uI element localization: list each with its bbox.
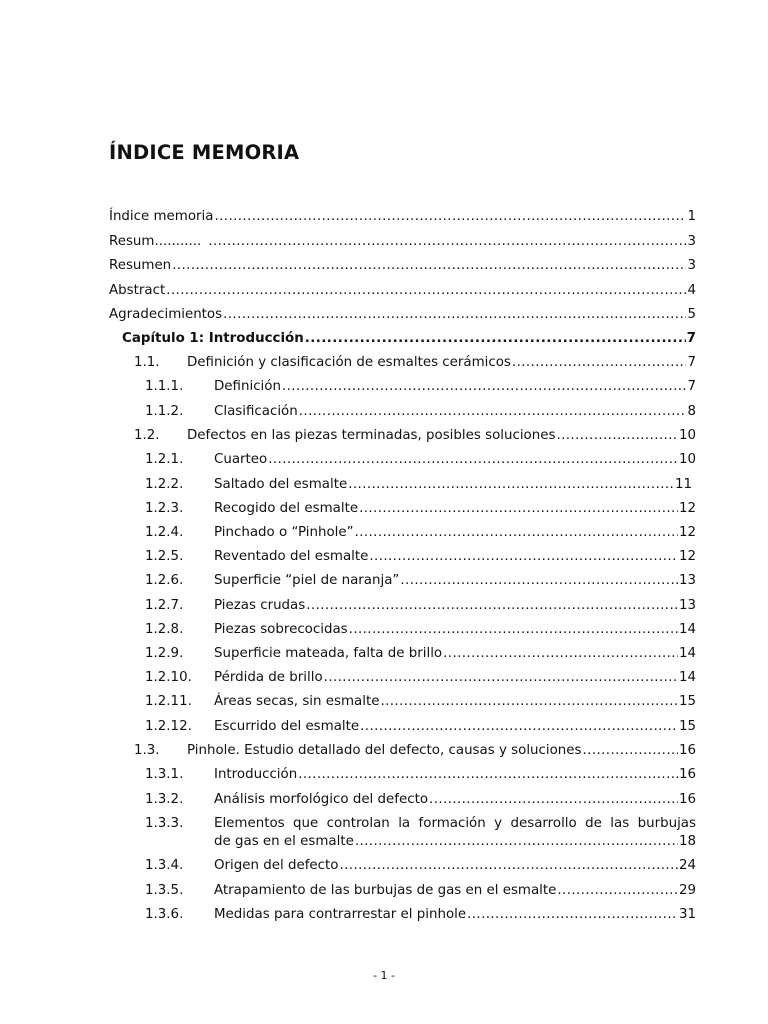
toc-entry-page: 29	[678, 883, 696, 898]
toc-leader-dots	[583, 743, 678, 759]
toc-entry-number: 1.3.6.	[145, 907, 184, 922]
toc-entry-label: Resumen	[109, 258, 172, 273]
toc-entry-label: Pérdida de brillo	[214, 670, 323, 685]
toc-subsection-entry[interactable]	[145, 525, 696, 541]
toc-entry-label: Pinhole. Estudio detallado del defecto, causas y soluciones	[187, 743, 582, 758]
toc-entry-number: 1.2.3.	[145, 501, 184, 516]
toc-entry-label: Saltado del esmalte	[214, 477, 348, 492]
toc-entry-number: 1.2.7.	[145, 598, 184, 613]
toc-entry-page: 12	[678, 525, 696, 540]
toc-subsection-entry[interactable]	[145, 694, 696, 710]
toc-entry-page: 31	[678, 907, 696, 922]
toc-subsection-entry[interactable]	[145, 858, 696, 874]
toc-subsection-entry[interactable]	[145, 452, 696, 468]
toc-entry-label: Resum...........	[109, 234, 202, 249]
toc-entry-page: 11	[674, 477, 692, 492]
toc-leader-dots	[443, 646, 678, 662]
toc-entry-page: 14	[678, 622, 696, 637]
toc-entry-number: 1.2.8.	[145, 622, 184, 637]
toc-leader-dots	[355, 834, 678, 850]
toc-section-entry[interactable]	[134, 428, 696, 444]
toc-entry-label-continued: de gas en el esmalte	[214, 834, 354, 849]
toc-entry-label: Elementos que controlan la formación y desarrollo de las burbujas	[214, 816, 696, 831]
toc-leader-dots	[380, 694, 678, 710]
toc-entry-number: 1.3.4.	[145, 858, 184, 873]
toc-leader-dots	[557, 883, 678, 899]
toc-subsection-entry[interactable]	[145, 573, 696, 589]
toc-leader-dots	[360, 719, 678, 735]
toc-entry-page: 3	[687, 258, 696, 273]
toc-entry-number: 1.1.	[134, 355, 160, 370]
toc-entry-label: Áreas secas, sin esmalte	[214, 694, 380, 709]
toc-entry-page: 14	[678, 646, 696, 661]
toc-entry-label: Defectos en las piezas terminadas, posibles soluciones	[187, 428, 556, 443]
toc-leader-dots	[299, 404, 687, 420]
toc-entry-number: 1.2.4.	[145, 525, 184, 540]
toc-entry-number: 1.2.5.	[145, 549, 184, 564]
toc-entry-page: 7	[687, 355, 696, 370]
toc-leader-dots	[208, 234, 686, 250]
toc-entry-first-line	[145, 816, 696, 832]
toc-entry-number: 1.1.1.	[145, 379, 184, 394]
toc-entry-page: 12	[678, 549, 696, 564]
toc-entry-page: 16	[678, 792, 696, 807]
toc-entry-label: Origen del defecto	[214, 858, 339, 873]
toc-entry[interactable]	[109, 283, 696, 299]
toc-entry[interactable]	[109, 209, 696, 225]
toc-entry-label: Definición y clasificación de esmaltes cerámicos	[187, 355, 511, 370]
toc-section-entry[interactable]	[134, 743, 696, 759]
toc-entry-page: 3	[687, 234, 696, 249]
toc-entry[interactable]	[109, 234, 696, 250]
toc-leader-dots	[355, 525, 678, 541]
toc-entry-label: Superficie mateada, falta de brillo	[214, 646, 443, 661]
toc-entry-page: 10	[678, 452, 696, 467]
toc-leader-dots	[467, 907, 678, 923]
toc-subsection-entry[interactable]	[145, 598, 696, 614]
toc-entry-number: 1.2.11.	[145, 694, 192, 709]
toc-entry-number: 1.1.2.	[145, 404, 184, 419]
toc-subsection-entry[interactable]	[145, 404, 696, 420]
toc-leader-dots	[214, 209, 686, 225]
toc-entry-number: 1.3.1.	[145, 767, 184, 782]
toc-leader-dots	[166, 283, 686, 299]
toc-entry-number: 1.2.9.	[145, 646, 184, 661]
toc-entry-number: 1.3.3.	[145, 816, 184, 831]
toc-entry-number: 1.2.2.	[145, 477, 184, 492]
toc-leader-dots	[369, 549, 678, 565]
toc-subsection-entry[interactable]	[145, 379, 696, 395]
toc-entry-page: 10	[678, 428, 696, 443]
toc-leader-dots	[306, 598, 678, 614]
toc-entry-page: 7	[686, 331, 696, 346]
toc-entry-label: Recogido del esmalte	[214, 501, 359, 516]
toc-leader-dots	[429, 792, 678, 808]
toc-entry-label: Piezas crudas	[214, 598, 306, 613]
toc-subsection-entry[interactable]	[145, 719, 696, 735]
toc-subsection-entry[interactable]	[145, 646, 696, 662]
toc-entry[interactable]	[109, 258, 696, 274]
toc-leader-dots	[223, 307, 686, 323]
toc-entry-label: Definición	[214, 379, 281, 394]
toc-entry-number: 1.2.6.	[145, 573, 184, 588]
toc-leader-dots	[339, 858, 677, 874]
toc-entry-number: 1.2.1.	[145, 452, 184, 467]
toc-leader-dots	[556, 428, 678, 444]
toc-entry[interactable]	[109, 307, 696, 323]
toc-subsection-entry[interactable]	[145, 477, 692, 493]
toc-entry-label: Atrapamiento de las burbujas de gas en el esmalte	[214, 883, 557, 898]
toc-entry-label: Clasificación	[214, 404, 298, 419]
toc-entry-label: Piezas sobrecocidas	[214, 622, 348, 637]
toc-subsection-entry[interactable]	[145, 816, 696, 850]
toc-entry-label: Reventado del esmalte	[214, 549, 369, 564]
toc-entry-label: Cuarteo	[214, 452, 268, 467]
toc-leader-dots	[305, 331, 686, 347]
toc-chapter-entry[interactable]	[122, 331, 696, 347]
page-title: ÍNDICE MEMORIA	[109, 141, 300, 164]
toc-entry-label: Capítulo 1: Introducción	[122, 331, 304, 346]
toc-entry-number: 1.2.12.	[145, 719, 192, 734]
toc-leader-dots	[298, 767, 678, 783]
toc-entry-page: 13	[678, 598, 696, 613]
toc-entry-label: Índice memoria	[109, 209, 214, 224]
toc-entry-page: 12	[678, 501, 696, 516]
toc-entry-page: 7	[687, 379, 696, 394]
toc-entry-number: 1.2.10.	[145, 670, 192, 685]
toc-entry-page: 18	[678, 834, 696, 849]
toc-entry-label: Superficie “piel de naranja”	[214, 573, 400, 588]
toc-entry-label: Pinchado o “Pinhole”	[214, 525, 354, 540]
toc-entry-page: 1	[687, 209, 696, 224]
toc-leader-dots	[512, 355, 687, 371]
toc-entry-label: Medidas para contrarrestar el pinhole	[214, 907, 467, 922]
toc-entry-page: 24	[678, 858, 696, 873]
toc-entry-page: 13	[678, 573, 696, 588]
toc-leader-dots	[282, 379, 687, 395]
toc-leader-dots	[400, 573, 678, 589]
toc-entry-second-line	[145, 834, 696, 850]
toc-entry-page: 8	[687, 404, 696, 419]
toc-subsection-entry[interactable]	[145, 501, 696, 517]
toc-subsection-entry[interactable]	[145, 622, 696, 638]
toc-leader-dots	[348, 477, 674, 493]
toc-entry-page: 4	[687, 283, 696, 298]
toc-subsection-entry[interactable]	[145, 670, 696, 686]
toc-entry-page: 15	[678, 719, 696, 734]
toc-entry-label: Abstract	[109, 283, 166, 298]
toc-leader-dots	[349, 622, 678, 638]
toc-entry-label: Análisis morfológico del defecto	[214, 792, 429, 807]
toc-entry-number: 1.3.2.	[145, 792, 184, 807]
toc-subsection-entry[interactable]	[145, 883, 696, 899]
toc-subsection-entry[interactable]	[145, 549, 696, 565]
toc-entry-page: 16	[678, 743, 696, 758]
page-number-footer: - 1 -	[373, 969, 395, 982]
toc-leader-dots	[172, 258, 686, 274]
toc-entry-label: Introducción	[214, 767, 298, 782]
toc-entry-number: 1.2.	[134, 428, 160, 443]
toc-entry-page: 16	[678, 767, 696, 782]
toc-entry-number: 1.3.	[134, 743, 160, 758]
toc-entry-label: Agradecimientos	[109, 307, 223, 322]
toc-entry-page: 14	[678, 670, 696, 685]
toc-entry-page: 15	[678, 694, 696, 709]
toc-leader-dots	[268, 452, 678, 468]
toc-subsection-entry[interactable]	[145, 792, 696, 808]
toc-subsection-entry[interactable]	[145, 767, 696, 783]
toc-section-entry[interactable]	[134, 355, 696, 371]
toc-subsection-entry[interactable]	[145, 907, 696, 923]
toc-leader-dots	[324, 670, 678, 686]
toc-entry-label: Escurrido del esmalte	[214, 719, 360, 734]
toc-leader-dots	[359, 501, 678, 517]
toc-entry-number: 1.3.5.	[145, 883, 184, 898]
toc-entry-page: 5	[687, 307, 696, 322]
